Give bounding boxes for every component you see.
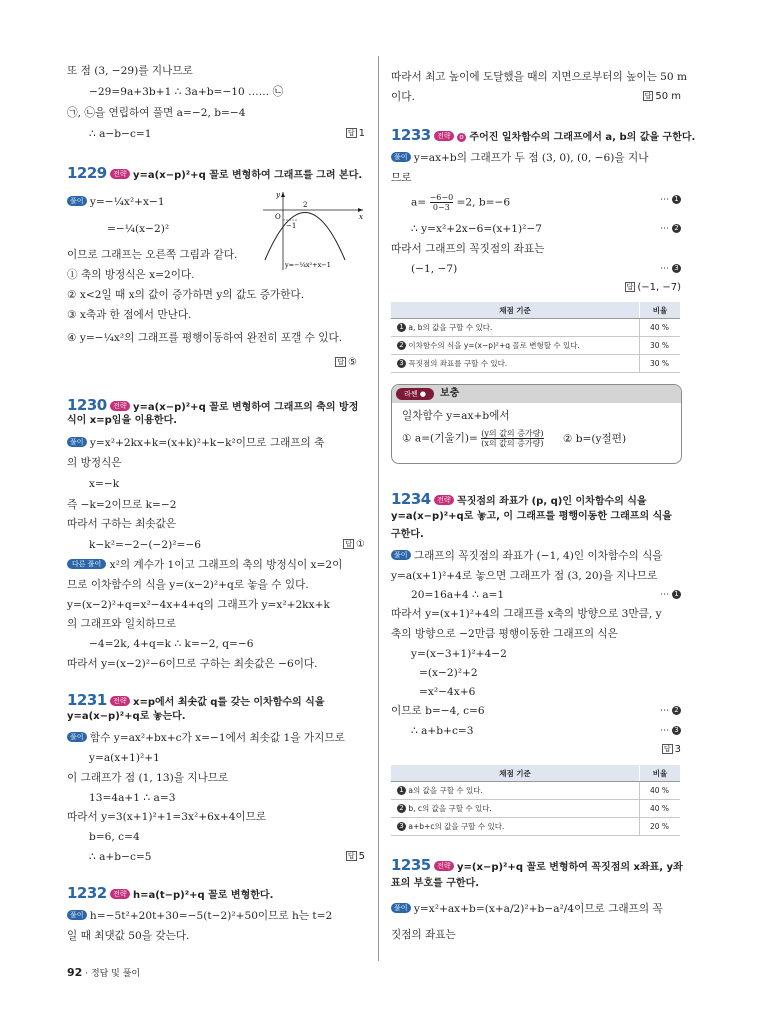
- strategy-text: y=a(x−p)²+q 꼴로 변형하여 그래프를 그려 본다.: [133, 170, 363, 181]
- step-2-icon: 2: [672, 224, 681, 233]
- graph-origin: O: [275, 213, 281, 221]
- step-2-icon: 2: [672, 706, 681, 715]
- equation: y=(x−3+1)²+4−2: [411, 648, 507, 660]
- text-line: 즉 −k=2이므로 k=−2: [67, 499, 177, 511]
- solution-tag: 풀이: [67, 910, 87, 920]
- arrow-icon: ⋯: [660, 726, 670, 736]
- footer-title: 정답 및 풀이: [90, 969, 141, 979]
- step-2-icon: 2: [397, 341, 406, 350]
- text-line: 이다.: [391, 91, 415, 103]
- solution-tag: 풀이: [67, 732, 87, 742]
- problem-number: 1235: [391, 856, 431, 874]
- problem-number: 1231: [67, 691, 107, 709]
- strategy-text: 꼭짓점의 좌표가 (p, q)인 이차함수의 식을: [457, 496, 647, 507]
- strategy-tag: 전략: [434, 131, 454, 141]
- footer-separator: ·: [85, 969, 89, 979]
- text-line: ① 축의 방정식은 x=2이다.: [67, 269, 195, 281]
- equation-part: a=: [411, 196, 427, 209]
- strategy-tag: 전략: [110, 696, 130, 706]
- text-line: ㉠, ㉡을 연립하여 풀면 a=−2, b=−4: [67, 107, 246, 119]
- arrow-icon: ⋯: [660, 590, 670, 600]
- ratio-value: 30 %: [640, 355, 681, 373]
- solution-line: [67, 731, 345, 745]
- equation-line: [391, 704, 681, 718]
- step-1-icon: 1: [397, 786, 406, 795]
- table-row: [391, 818, 680, 836]
- strategy-text: 주어진 일차함수의 그래프에서 a, b의 값을 구한다.: [469, 132, 696, 143]
- text-line: y=(x−2)²+q=x²−4x+4+q의 그래프가 y=x²+2kx+k: [67, 599, 330, 611]
- ratio-value: 20 %: [640, 818, 681, 836]
- criterion-text: b, c의 값을 구할 수 있다.: [408, 804, 492, 813]
- equation: =−¼(x−2)²: [107, 223, 170, 235]
- ratio-value: 40 %: [640, 319, 681, 337]
- answer-value: (−1, −7): [637, 282, 681, 293]
- text-line: 이므로 b=−4, c=6: [391, 705, 485, 717]
- answer: [662, 743, 681, 757]
- answer-line: [391, 90, 681, 104]
- arrow-icon: ⋯: [660, 264, 670, 274]
- y-axis-arrow: [281, 192, 285, 197]
- equation: b=6, c=4: [89, 831, 140, 843]
- text-line: 므로: [391, 172, 412, 184]
- solution-line: [391, 902, 663, 916]
- supplement-header: [392, 385, 681, 403]
- answer: [643, 90, 681, 104]
- text-line: 함수 y=ax²+bx+c가 x=−1에서 최솟값 1을 가지므로: [89, 732, 345, 744]
- solution-line: [67, 909, 332, 923]
- ratio-value: 40 %: [640, 782, 681, 800]
- strategy-text: y=a(x−p)²+q 꼴로 변형하여 그래프의 축의 방정: [133, 402, 359, 413]
- step-marker: [660, 588, 681, 602]
- problem-number: 1229: [67, 164, 107, 182]
- strategy-text: y=(x−p)²+q 꼴로 변형하여 꼭짓점의 x좌표, y좌: [457, 862, 683, 873]
- text-line: 의 방정식은: [67, 457, 122, 469]
- criterion-text: 꼭짓점의 좌표를 구할 수 있다.: [408, 359, 508, 368]
- step-1-icon: 1: [672, 590, 681, 599]
- fraction: [481, 429, 543, 448]
- text-line: 또 점 (3, −29)를 지나므로: [67, 65, 193, 77]
- arrow-icon: ⋯: [660, 195, 670, 205]
- strategy-text: 표의 부호를 구한다.: [391, 878, 480, 889]
- alt-solution-tag: 다른 풀이: [67, 559, 106, 569]
- text-line: ③ x축과 한 점에서 만난다.: [67, 309, 192, 321]
- text-line: 이 그래프가 점 (1, 13)을 지나므로: [67, 772, 229, 784]
- problem-header: [391, 128, 695, 145]
- equation: ∴ y=x²+2x−6=(x+1)²−7: [411, 223, 542, 235]
- strategy-tag: 전략: [434, 495, 454, 505]
- solution-tag: 풀이: [391, 903, 411, 913]
- numerator: (y의 값의 증가량): [481, 429, 544, 438]
- text-line: 따라서 y=(x−2)²−6이므로 구하는 최솟값은 −6이다.: [67, 658, 318, 670]
- answer: [343, 538, 365, 552]
- text-line: 의 그래프와 일치하므로: [67, 618, 177, 630]
- problem-header: [391, 858, 683, 875]
- equation-part: ② b=(y절편): [562, 432, 627, 445]
- answer-value: 5: [358, 851, 365, 862]
- solution-line: [391, 549, 663, 563]
- answer-value: 50 m: [655, 91, 681, 102]
- strategy-text: y=a(x−p)²+q로 놓는다.: [67, 711, 186, 722]
- equation: k−k²=−2−(−2)²=−6: [89, 539, 201, 551]
- strategy-text: 구한다.: [391, 529, 424, 540]
- answer-line: [89, 850, 365, 864]
- text-line: 일차함수 y=ax+b에서: [402, 410, 510, 422]
- grading-table: [391, 765, 680, 836]
- table-header-ratio: 비율: [640, 765, 681, 782]
- solution-line: [67, 436, 324, 450]
- solution-tag: 풀이: [67, 196, 87, 206]
- equation: y=x²+2kx+k=(x+k)²+k−k²이므로 그래프의 축: [89, 437, 325, 449]
- pill-label: 라쎈: [404, 390, 418, 398]
- equation: ∴ a+b−c=5: [89, 851, 152, 863]
- criterion-text: a+b+c의 값을 구할 수 있다.: [408, 822, 505, 831]
- page-footer: [67, 966, 140, 979]
- problem-number: 1230: [67, 396, 107, 414]
- strategy-tag: 전략: [434, 861, 454, 871]
- equation-line: [402, 429, 626, 453]
- strategy-text: h=a(t−p)²+q 꼴로 변형한다.: [133, 890, 274, 901]
- step-1-icon: 1: [672, 195, 681, 204]
- strategy-text: 식이 x=p임을 이용한다.: [67, 415, 178, 426]
- answer-line: [89, 538, 365, 552]
- solution-tag: 풀이: [391, 152, 411, 162]
- answer: [346, 850, 365, 864]
- equation: ∴ a−b−c=1: [89, 128, 152, 140]
- equation: y=−¼x²+x−1: [89, 196, 165, 208]
- equation-line: [411, 724, 681, 738]
- equation: −29=9a+3b+1 ∴ 3a+b=−10 …… ㉡: [89, 86, 284, 98]
- equation-part: =2, b=−6: [456, 196, 511, 209]
- text-line: 따라서 y=(x+1)²+4의 그래프를 x축의 방향으로 3만큼, y: [391, 608, 662, 620]
- x-axis-arrow: [358, 208, 363, 212]
- text-line: 따라서 y=3(x+1)²+1=3x²+6x+4이므로: [67, 811, 267, 823]
- problem-number: 1232: [67, 884, 107, 902]
- problem-header: [67, 166, 362, 183]
- equation-part: ① a=(기울기)=: [402, 432, 478, 445]
- problem-header: [391, 492, 647, 509]
- answer-mark: 답: [347, 129, 355, 137]
- equation-line: [411, 222, 681, 236]
- denominator: (x의 값의 증가량): [481, 439, 544, 448]
- answer-value: ①: [356, 539, 365, 550]
- graph-intercept-label: −1: [286, 222, 297, 230]
- page-number: 92: [67, 966, 83, 979]
- column-divider: [378, 56, 379, 961]
- text-line: 따라서 구하는 최솟값은: [67, 518, 177, 530]
- answer-value: 3: [674, 744, 681, 755]
- grading-table: [391, 302, 680, 373]
- answer-mark: 답: [644, 92, 652, 100]
- text-line: 따라서 최고 높이에 도달했을 때의 지면으로부터의 높이는 50 m: [391, 71, 688, 83]
- step-3-icon: 3: [672, 726, 681, 735]
- answer: [625, 281, 681, 295]
- answer-line: [89, 127, 365, 141]
- equation: y=x²+ax+b=(x+a/2)²+b−a²/4이므로 그래프의 꼭: [413, 903, 663, 915]
- solution-line: [67, 195, 165, 209]
- equation: h=−5t²+20t+30=−5(t−2)²+50이므로 h는 t=2: [89, 910, 333, 922]
- equation: ∴ a+b+c=3: [411, 725, 474, 737]
- table-row: [391, 800, 680, 818]
- strategy-tag: 전략: [110, 889, 130, 899]
- table-row: [391, 782, 680, 800]
- step-2-icon: 2: [397, 804, 406, 813]
- parabola-graph: [263, 190, 367, 272]
- answer-mark: 답: [663, 745, 671, 753]
- strategy-tag: 전략: [110, 401, 130, 411]
- strategy-text: x=p에서 최솟값 q를 갖는 이차함수의 식을: [133, 697, 325, 708]
- equation: y=a(x+1)²+1: [89, 752, 160, 764]
- criterion-text: a, b의 값을 구할 수 있다.: [408, 323, 493, 332]
- text-line: 따라서 그래프의 꼭짓점의 좌표는: [391, 243, 545, 255]
- alt-solution-line: [67, 558, 342, 572]
- equation: 20=16a+4 ∴ a=1: [411, 589, 505, 601]
- text-line: y=a(x+1)²+4로 놓으면 그래프가 점 (3, 20)을 지나므로: [391, 570, 658, 582]
- table-header-criterion: 채점 기준: [391, 765, 640, 782]
- problem-header: [67, 398, 358, 415]
- table-row: [391, 355, 680, 373]
- step-3-icon: 3: [397, 822, 406, 831]
- text-line: 그래프의 꼭짓점의 좌표가 (−1, 4)인 이차함수의 식을: [413, 550, 663, 562]
- step-3-icon: 3: [672, 264, 681, 273]
- graph-y-label: y: [276, 191, 280, 199]
- graph-vertex-label: 2: [303, 201, 308, 209]
- answer-mark: 답: [345, 540, 353, 548]
- text-line: y=ax+b의 그래프가 두 점 (3, 0), (0, −6)을 지나: [413, 152, 649, 164]
- graph-x-label: x: [359, 213, 363, 221]
- equation-line: [411, 262, 681, 276]
- answer-value: ⑤: [348, 357, 357, 368]
- equation: =x²−4x+6: [419, 686, 476, 698]
- problem-header: [67, 693, 324, 710]
- text-line: ④ y=−¼x²의 그래프를 평행이동하여 완전히 포갤 수 있다.: [67, 332, 343, 344]
- equation-line: [411, 193, 681, 215]
- table-row: [391, 337, 680, 355]
- step-3-icon: 3: [397, 359, 406, 368]
- strategy-text: y=a(x−p)²+q로 놓고, 이 그래프를 평행이동한 그래프의 식을: [391, 511, 672, 522]
- solution-tag: 풀이: [391, 550, 411, 560]
- fraction: [430, 193, 454, 212]
- text-line: ② x<2일 때 x의 값이 증가하면 y의 값도 증가한다.: [67, 289, 305, 301]
- step-marker: [660, 222, 681, 236]
- equation: =(x−2)²+2: [419, 667, 478, 679]
- text-line: 므로 이차함수의 식을 y=(x−2)²+q로 놓을 수 있다.: [67, 579, 309, 591]
- supplement-title: 보충: [440, 388, 460, 399]
- numerator: −6−0: [429, 193, 454, 202]
- ratio-value: 30 %: [640, 337, 681, 355]
- answer: [346, 127, 365, 141]
- strategy-tag: 전략: [110, 169, 130, 179]
- arrow-icon: ⋯: [660, 706, 670, 716]
- answer: [335, 356, 357, 370]
- text-line: x²의 계수가 1이고 그래프의 축의 방정식이 x=2이: [109, 559, 343, 571]
- equation: x=−k: [89, 478, 120, 490]
- answer-mark: 답: [337, 358, 345, 366]
- ratio-value: 40 %: [640, 800, 681, 818]
- text-line: 일 때 최댓값 50을 갖는다.: [67, 930, 190, 942]
- problem-number: 1233: [391, 126, 431, 144]
- table-header-ratio: 비율: [640, 302, 681, 319]
- step-marker: [660, 193, 681, 207]
- step-marker: [660, 704, 681, 718]
- arrow-icon: ⋯: [660, 224, 670, 234]
- denominator: 0−3: [432, 203, 450, 212]
- answer-mark: 답: [626, 283, 634, 291]
- step-1-icon: 1: [397, 323, 406, 332]
- text-line: 이므로 그래프는 오른쪽 그림과 같다.: [67, 249, 238, 261]
- problem-number: 1234: [391, 490, 431, 508]
- supplement-box: [391, 384, 682, 464]
- problem-header: [67, 886, 273, 903]
- solution-line: [391, 151, 648, 165]
- equation: (−1, −7): [411, 263, 458, 275]
- criterion-text: 이차함수의 식을 y=(x−p)²+q 꼴로 변형할 수 있다.: [408, 341, 580, 350]
- graph-equation: y=−¼x²+x−1: [285, 261, 331, 269]
- criterion-text: a의 값을 구할 수 있다.: [408, 786, 483, 795]
- step-marker: [660, 262, 681, 276]
- equation: 13=4a+1 ∴ a=3: [89, 792, 176, 804]
- step-marker: [660, 724, 681, 738]
- supplement-pill: 라쎈 ●: [396, 388, 434, 400]
- table-header-criterion: 채점 기준: [391, 302, 640, 319]
- essential-icon: o: [457, 133, 466, 142]
- equation: −4=2k, 4+q=k ∴ k=−2, q=−6: [89, 638, 254, 650]
- text-line: 축의 방향으로 −2만큼 평행이동한 그래프의 식은: [391, 628, 618, 640]
- text-line: 짓점의 좌표는: [391, 929, 456, 941]
- answer-mark: 답: [347, 852, 355, 860]
- equation-line: [411, 588, 681, 602]
- answer-value: 1: [358, 128, 365, 139]
- solution-tag: 풀이: [67, 437, 87, 447]
- table-row: [391, 319, 680, 337]
